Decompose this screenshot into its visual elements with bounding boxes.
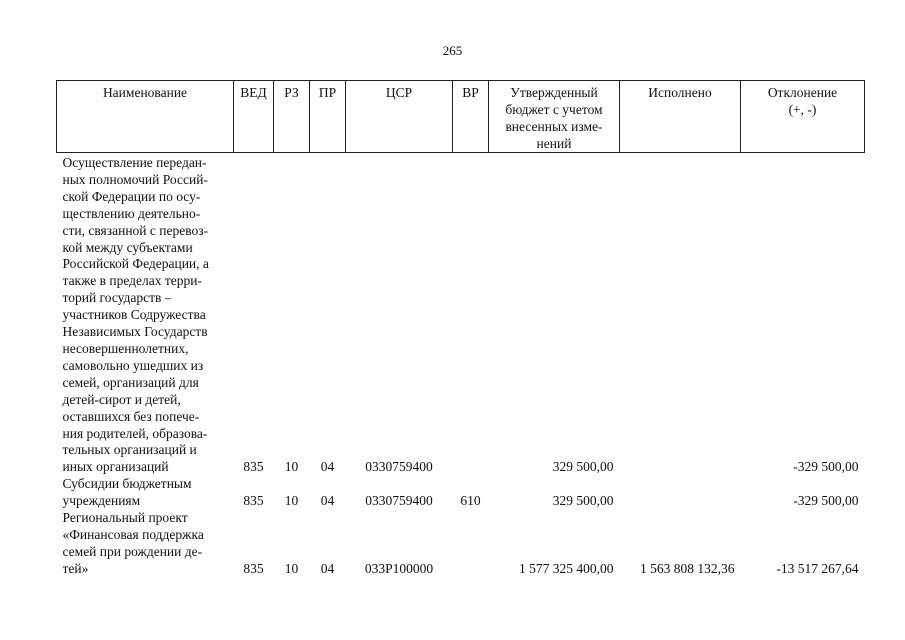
row-name-line: участников Содружества xyxy=(62,307,206,323)
row-ved: 835 xyxy=(243,493,264,509)
row-name-line: сти, связанной с перевоз- xyxy=(62,222,209,238)
header-approved-line: Утвержденный xyxy=(510,85,598,100)
row-vr: 610 xyxy=(460,493,481,509)
row-name xyxy=(57,153,234,477)
row-name-line: кой между субъектами xyxy=(62,239,193,255)
row-name-line: Региональный проект xyxy=(62,510,188,526)
header-vr: ВР xyxy=(453,81,489,153)
row-name-line: также в пределах терри- xyxy=(62,273,202,289)
page-number: 265 xyxy=(442,43,463,58)
row-name-line: ных полномочий Россий- xyxy=(62,171,208,187)
row-ved: 835 xyxy=(243,459,264,475)
budget-table xyxy=(56,80,865,578)
row-name-line: Независимых Государств xyxy=(62,324,208,340)
row-ved: 835 xyxy=(243,560,264,576)
row-approved: 1 577 325 400,00 xyxy=(519,560,614,576)
row-name-line: семей при рождении де- xyxy=(62,543,203,559)
row-executed: 1 563 808 132,36 xyxy=(640,560,735,576)
header-approved xyxy=(489,81,620,153)
row-pr: 04 xyxy=(320,493,335,509)
table-row xyxy=(57,510,865,578)
row-deviation: -329 500,00 xyxy=(793,459,859,475)
header-deviation-line: (+, -) xyxy=(788,102,817,117)
header-approved-line: бюджет с учетом xyxy=(505,102,603,117)
row-executed xyxy=(620,476,741,510)
header-name: Наименование xyxy=(57,81,234,153)
row-name-line: Осуществление передан- xyxy=(62,155,207,170)
row-name-line: ществлению деятельно- xyxy=(62,205,201,221)
header-deviation-line: Отклонение xyxy=(767,85,838,100)
row-deviation: -13 517 267,64 xyxy=(776,560,859,576)
row-rz: 10 xyxy=(284,560,299,576)
row-pr: 04 xyxy=(320,459,335,475)
table-header-row xyxy=(57,81,865,153)
row-pr: 04 xyxy=(320,560,335,576)
header-deviation xyxy=(741,81,865,153)
row-rz: 10 xyxy=(284,459,299,475)
header-csr: ЦСР xyxy=(346,81,453,153)
row-executed xyxy=(620,153,741,477)
row-deviation: -329 500,00 xyxy=(793,493,859,509)
row-rz: 10 xyxy=(284,493,299,509)
row-name-line: «Финансовая поддержка xyxy=(62,526,204,542)
row-name-line: иных организаций xyxy=(62,459,169,475)
row-vr xyxy=(453,510,489,578)
row-name-line: Российской Федерации, а xyxy=(62,256,209,272)
row-name-line: тей» xyxy=(62,560,89,576)
row-csr: 0330759400 xyxy=(365,493,433,509)
table-row xyxy=(57,153,865,477)
row-name-line: детей-сирот и детей, xyxy=(62,391,181,407)
row-name-line: Субсидии бюджетным xyxy=(62,476,192,492)
row-name-line: самовольно ушедших из xyxy=(62,357,204,373)
header-approved-line: нений xyxy=(536,136,572,151)
header-pr: ПР xyxy=(310,81,346,153)
header-rz: РЗ xyxy=(274,81,310,153)
row-name-line: тельных организаций и xyxy=(62,442,197,458)
header-executed: Исполнено xyxy=(620,81,741,153)
header-approved-line: внесенных изме- xyxy=(505,119,603,134)
row-csr: 0330759400 xyxy=(365,459,433,475)
row-name xyxy=(57,510,234,578)
header-ved: ВЕД xyxy=(234,81,274,153)
row-approved: 329 500,00 xyxy=(552,459,614,475)
row-name-line: оставшихся без попече- xyxy=(62,408,200,424)
row-name-line: ния родителей, образова- xyxy=(62,425,208,441)
row-name-line: учреждениям xyxy=(62,493,141,509)
row-vr xyxy=(453,153,489,477)
row-name-line: торий государств – xyxy=(62,290,172,306)
row-name xyxy=(57,476,234,510)
row-name-line: ской Федерации по осу- xyxy=(62,188,201,204)
row-name-line: несовершеннолетних, xyxy=(62,340,189,356)
row-csr: 033P100000 xyxy=(364,560,434,576)
table-row xyxy=(57,476,865,510)
row-approved: 329 500,00 xyxy=(552,493,614,509)
row-name-line: семей, организаций для xyxy=(62,374,199,390)
